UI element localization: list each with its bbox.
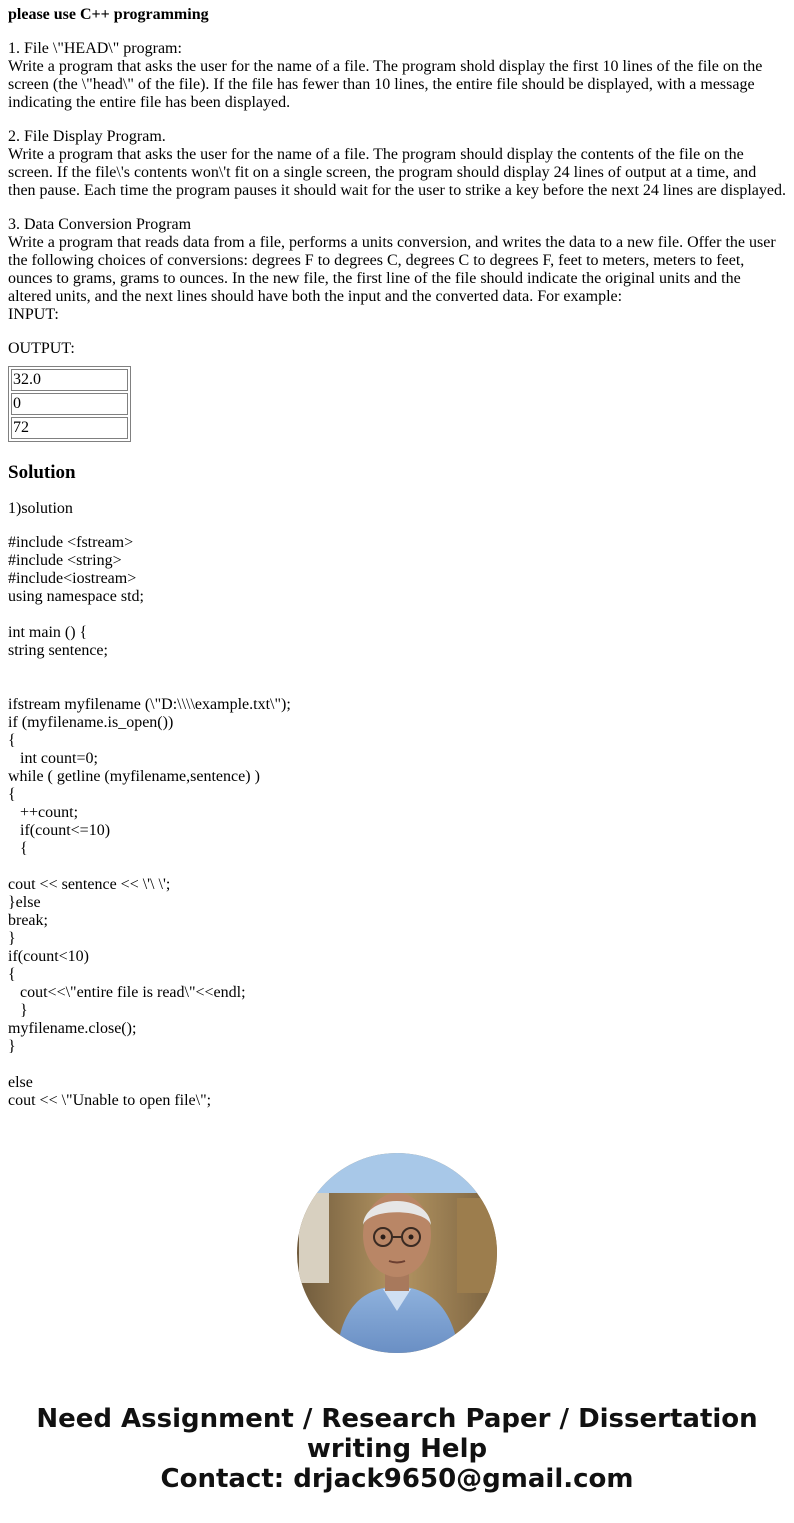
code-line [8,660,786,678]
contact-footer [0,1404,794,1494]
question-1 [8,40,786,112]
solution-code [8,534,786,1110]
question-2 [8,128,786,200]
code-line: } [8,1002,28,1019]
code-line: else [8,1074,33,1091]
code-line: string sentence; [8,642,108,659]
table-cell: 72 [11,417,128,439]
q1-line-1: Write a program that asks the user for the name of a file. The program shold display the first 10 lines of the file on the [8,58,763,75]
solution-heading: Solution [8,462,76,483]
question-3 [8,216,786,324]
question-title: please use C++ programming [8,6,209,23]
table-row [11,393,128,415]
code-line: #include<iostream> [8,570,137,587]
q1-line-2: screen (the \"head\" of the file). If the file has fewer than 10 lines, the entire file should be displayed, with a message [8,76,755,93]
code-line: { [8,786,16,803]
author-photo [297,1153,497,1353]
q3-line-2: the following choices of conversions: degrees F to degrees C, degrees C to degrees F, feet to meters, meters to feet, [8,252,745,269]
code-line [8,606,786,624]
code-line: using namespace std; [8,588,144,605]
code-line: int count=0; [8,750,98,767]
input-label: INPUT: [8,306,59,323]
q2-line-2: screen. If the file\'s contents won\'t fit on a single screen, the program should display 24 lines of output at a time, and [8,164,757,181]
q2-line-3: then pause. Each time the program pauses it should wait for the user to strike a key before the next 24 lines are displayed. [8,182,786,199]
q1-heading: 1. File \"HEAD\" program: [8,40,182,57]
footer-line-2: writing Help [306,1434,488,1464]
code-line [8,858,786,876]
table-row [11,417,128,439]
code-line: }else [8,894,41,911]
code-line: cout<<\"entire file is read\"<<endl; [8,984,246,1001]
output-table [8,366,131,442]
code-line: #include <string> [8,552,122,569]
code-line: myfilename.close(); [8,1020,137,1037]
code-line: { [8,966,16,983]
output-label: OUTPUT: [8,340,75,357]
code-line [8,1056,786,1074]
code-line: #include <fstream> [8,534,134,551]
code-line: if (myfilename.is_open()) [8,714,174,731]
code-line: cout << \"Unable to open file\"; [8,1092,212,1109]
code-line: if(count<=10) [8,822,111,839]
q3-line-3: ounces to grams, grams to ounces. In the new file, the first line of the file should indicate the original units and the [8,270,741,287]
q3-line-1: Write a program that reads data from a file, performs a units conversion, and writes the data to a new file. Offer the user [8,234,776,251]
code-line: ifstream myfilename (\"D:\\\\example.txt\"); [8,696,291,713]
code-line: } [8,1038,16,1055]
code-line: break; [8,912,48,929]
q2-line-1: Write a program that asks the user for the name of a file. The program should display the contents of the file on the [8,146,744,163]
q2-heading: 2. File Display Program. [8,128,166,145]
q3-line-4: altered units, and the next lines should have both the input and the converted data. For example: [8,288,623,305]
table-row [11,369,128,391]
footer-line-1: Need Assignment / Research Paper / Dissertation [36,1404,758,1434]
table-cell: 0 [11,393,128,415]
code-line: { [8,840,28,857]
code-line: if(count<10) [8,948,89,965]
table-cell: 32.0 [11,369,128,391]
q3-heading: 3. Data Conversion Program [8,216,192,233]
code-line [8,678,786,696]
code-line: { [8,732,16,749]
q1-line-3: indicating the entire file has been displayed. [8,94,291,111]
solution-subheading: 1)solution [8,500,73,517]
code-line: cout << sentence << \'\ \'; [8,876,171,893]
code-line: int main () { [8,624,88,641]
code-line: ++count; [8,804,79,821]
code-line: while ( getline (myfilename,sentence) ) [8,768,260,785]
code-line: } [8,930,16,947]
author-avatar [297,1153,497,1353]
footer-contact: Contact: drjack9650@gmail.com [160,1464,634,1494]
